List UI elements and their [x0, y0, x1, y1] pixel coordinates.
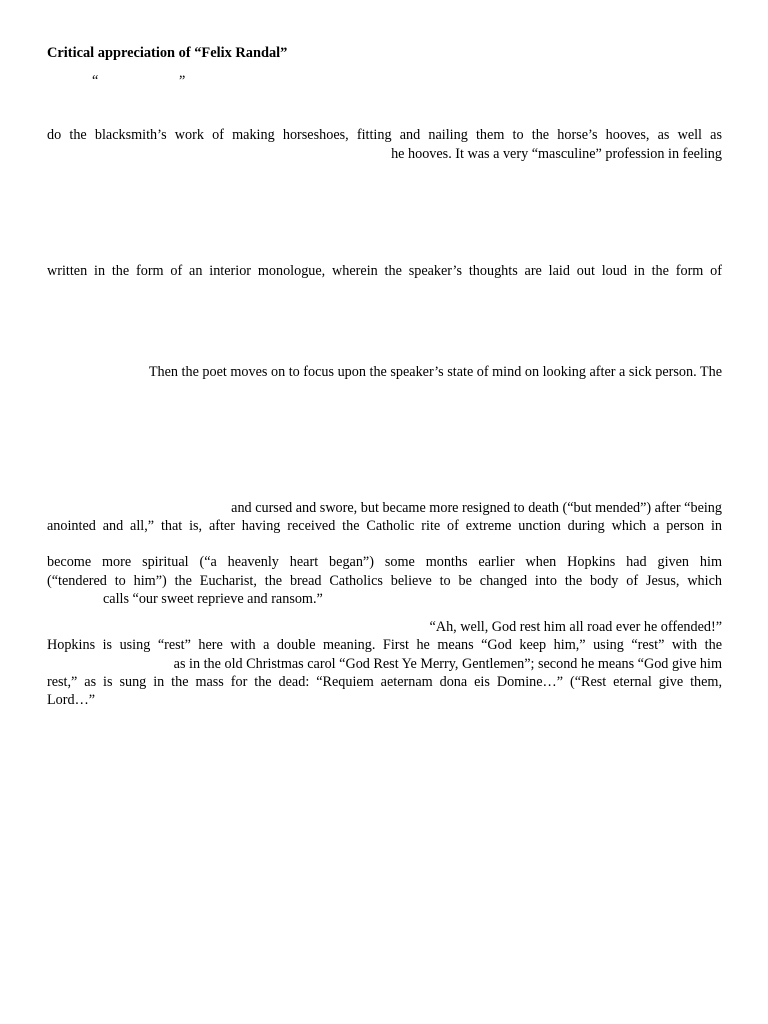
- text-line: do the blacksmith’s work of making horseshoes, fitting and nailing them to the horse’s hooves, as well as: [47, 127, 722, 143]
- text-line: calls “our sweet reprieve and ransom.”: [103, 591, 323, 607]
- text-line: Hopkins is using “rest” here with a double meaning. First he means “God keep him,” using “rest” with the: [47, 637, 722, 653]
- text-line: as in the old Christmas carol “God Rest Ye Merry, Gentlemen”; second he means “God give him: [173, 656, 722, 672]
- quoted-verse-line: “Ah, well, God rest him all road ever he offended!”: [429, 619, 722, 635]
- close-quote-mark: ”: [179, 73, 186, 89]
- text-line: Then the poet moves on to focus upon the speaker’s state of mind on looking after a sick person. The: [148, 364, 722, 380]
- text-line: become more spiritual (“a heavenly heart began”) some months earlier when Hopkins had given him: [47, 554, 722, 570]
- document-title: Critical appreciation of “Felix Randal”: [47, 45, 288, 61]
- text-line: rest,” as is sung in the mass for the dead: “Requiem aeternam dona eis Domine…” (“Rest eternal give them,: [47, 674, 722, 690]
- open-quote-mark: “: [92, 73, 99, 89]
- text-line: Lord…”: [47, 692, 96, 708]
- text-line: he hooves. It was a very “masculine” profession in feeling: [391, 146, 722, 162]
- text-line: written in the form of an interior monologue, wherein the speaker’s thoughts are laid out loud in the form of: [47, 263, 722, 279]
- text-line: anointed and all,” that is, after having received the Catholic rite of extreme unction during which a person in: [47, 518, 722, 534]
- text-line: and cursed and swore, but became more resigned to death (“but mended”) after “being: [231, 500, 722, 516]
- text-line: (“tendered to him”) the Eucharist, the bread Catholics believe to be changed into the body of Jesus, which: [47, 573, 722, 589]
